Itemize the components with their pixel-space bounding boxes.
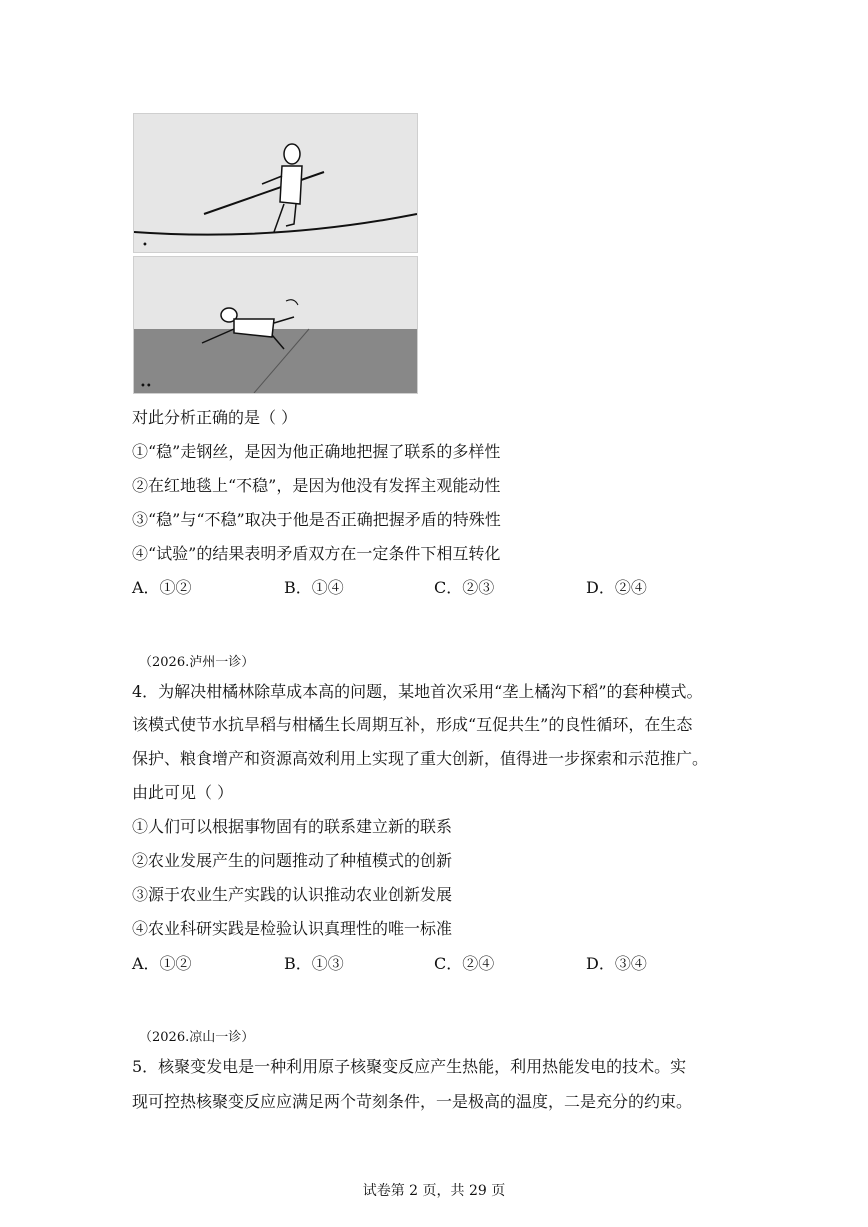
q3-statement-2: ②在红地毯上“不稳”，是因为他没有发挥主观能动性: [132, 476, 501, 495]
cartoon-panel-tightrope: [133, 113, 418, 253]
page-footer: 试卷第 2 页，共 29 页: [362, 1183, 506, 1199]
q4-option-c: C．②④: [434, 954, 495, 973]
q4-statement-2: ②农业发展产生的问题推动了种植模式的创新: [132, 851, 453, 870]
q4-source: （2026.泸州一诊）: [139, 655, 255, 670]
q4-option-b: B．①③: [284, 954, 344, 973]
q4-option-d: D．③④: [586, 954, 647, 973]
panel1-caption: •: [142, 240, 148, 251]
q4-stem-line-1: 4．为解决柑橘林除草成本高的问题，某地首次采用“垄上橘沟下稻”的套种模式。: [132, 682, 703, 701]
q3-option-c: C．②③: [434, 578, 495, 597]
q4-stem-line-4: 由此可见（ ）: [132, 783, 234, 802]
q3-statement-3: ③“稳”与“不稳”取决于他是否正确把握矛盾的特殊性: [132, 510, 501, 529]
q5-stem-line-2: 现可控热核聚变反应应满足两个苛刻条件，一是极高的温度，二是充分的约束。: [132, 1092, 693, 1111]
q4-stem-line-3: 保护、粮食增产和资源高效利用上实现了重大创新，值得进一步探索和示范推广。: [132, 749, 709, 768]
q4-stem-line-2: 该模式使节水抗旱稻与柑橘生长周期互补，形成“互促共生”的良性循环，在生态: [132, 715, 693, 734]
q3-option-d: D．②④: [586, 578, 647, 597]
q3-option-b: B．①④: [284, 578, 344, 597]
q3-statement-4: ④“试验”的结果表明矛盾双方在一定条件下相互转化: [132, 544, 501, 563]
q4-statement-3: ③源于农业生产实践的认识推动农业创新发展: [132, 885, 453, 904]
q3-option-a: A．①②: [132, 578, 192, 597]
q4-option-a: A．①②: [132, 954, 192, 973]
q5-source: （2026.凉山一诊）: [139, 1030, 255, 1045]
q3-prompt: 对此分析正确的是（ ）: [132, 408, 298, 427]
q3-statement-1: ①“稳”走钢丝，是因为他正确地把握了联系的多样性: [132, 442, 501, 461]
q4-statement-4: ④农业科研实践是检验认识真理性的唯一标准: [132, 919, 453, 938]
cartoon-panel-carpet: [133, 256, 418, 394]
panel2-caption: ••: [140, 381, 152, 392]
q4-statement-1: ①人们可以根据事物固有的联系建立新的联系: [132, 817, 453, 836]
q5-stem-line-1: 5．核聚变发电是一种利用原子核聚变反应产生热能，利用热能发电的技术。实: [132, 1057, 687, 1076]
